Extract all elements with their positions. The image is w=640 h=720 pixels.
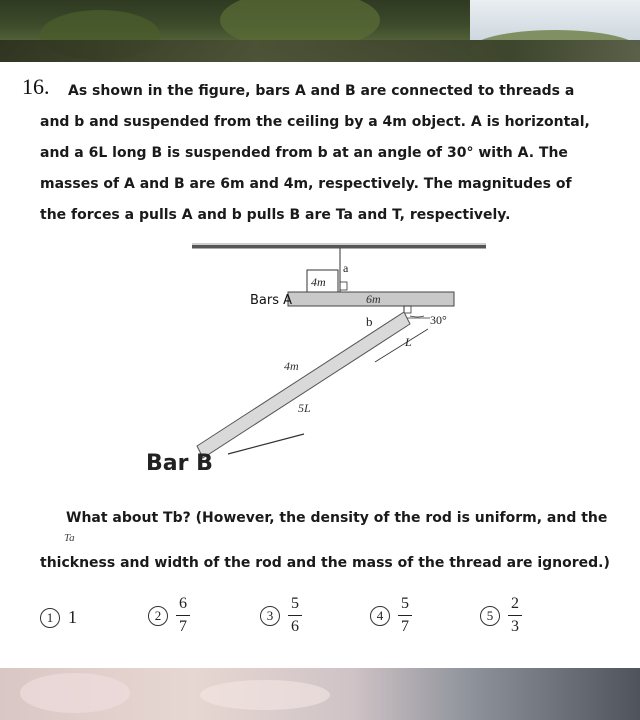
angle-label: 30° <box>430 313 447 327</box>
angle-arc <box>410 316 424 317</box>
answer-choices <box>0 595 640 645</box>
sub-question-line2: thickness and width of the rod and the mass of the thread are ignored.) <box>40 555 610 571</box>
physics-diagram <box>0 230 640 470</box>
block-mass-label: 4m <box>311 275 326 289</box>
choice-3-number: 3 <box>260 606 280 626</box>
choice-1[interactable] <box>40 607 77 628</box>
bar-b-pointer <box>228 434 304 454</box>
choice-1-value: 1 <box>68 607 77 627</box>
choice-2-denominator: 7 <box>179 618 187 635</box>
question-text: As shown in the figure, bars A and B are connected to threads a and b and suspended from the ceiling by a 4m object. A is horizontal, and a 6L long B is suspended from b at an angle of 30° with A. The masses of A and B are 6m and 4m, respectively. The magnitudes of the forces a pulls A and b pulls B are Ta and T, respectively. <box>40 83 590 223</box>
bar-a-label: Bars A <box>250 293 293 308</box>
choice-4-numerator: 5 <box>401 595 409 612</box>
choice-3-numerator: 5 <box>291 595 299 612</box>
bar-b-mass-label: 4m <box>284 359 299 373</box>
question-number: 16. <box>22 74 50 99</box>
choice-5-denominator: 3 <box>511 618 519 635</box>
choice-3[interactable] <box>260 595 302 636</box>
sub-question-line1: What about Tb? (However, the density of the rod is uniform, and the <box>66 510 608 526</box>
choice-1-number: 1 <box>40 608 60 628</box>
choice-2-numerator: 6 <box>179 595 187 612</box>
choice-5[interactable] <box>480 595 522 636</box>
bar-b-label: Bar B <box>146 451 213 470</box>
choice-3-fraction <box>288 595 302 636</box>
ta-margin-mark: Ta <box>64 532 75 544</box>
choice-4-number: 4 <box>370 606 390 626</box>
choice-5-numerator: 2 <box>511 595 519 612</box>
thread-a-label: a <box>343 261 349 275</box>
choice-4-denominator: 7 <box>401 618 409 635</box>
choice-2-number: 2 <box>148 606 168 626</box>
choice-2[interactable] <box>148 595 190 636</box>
dim-l-label: L <box>405 335 412 349</box>
right-angle-mark-a <box>340 282 347 290</box>
dim-5l-label: 5L <box>298 401 311 415</box>
choice-4[interactable] <box>370 595 412 636</box>
choice-5-number: 5 <box>480 606 500 626</box>
choice-2-fraction <box>176 595 190 636</box>
bar-b <box>197 312 410 458</box>
thread-b-label: b <box>366 314 373 329</box>
background-photo-top <box>0 0 640 62</box>
choice-3-denominator: 6 <box>291 618 299 635</box>
background-photo-bottom <box>0 668 640 720</box>
right-angle-mark-b <box>404 306 411 313</box>
choice-5-fraction <box>508 595 522 636</box>
choice-4-fraction <box>398 595 412 636</box>
bar-a-mass-label: 6m <box>366 292 381 306</box>
